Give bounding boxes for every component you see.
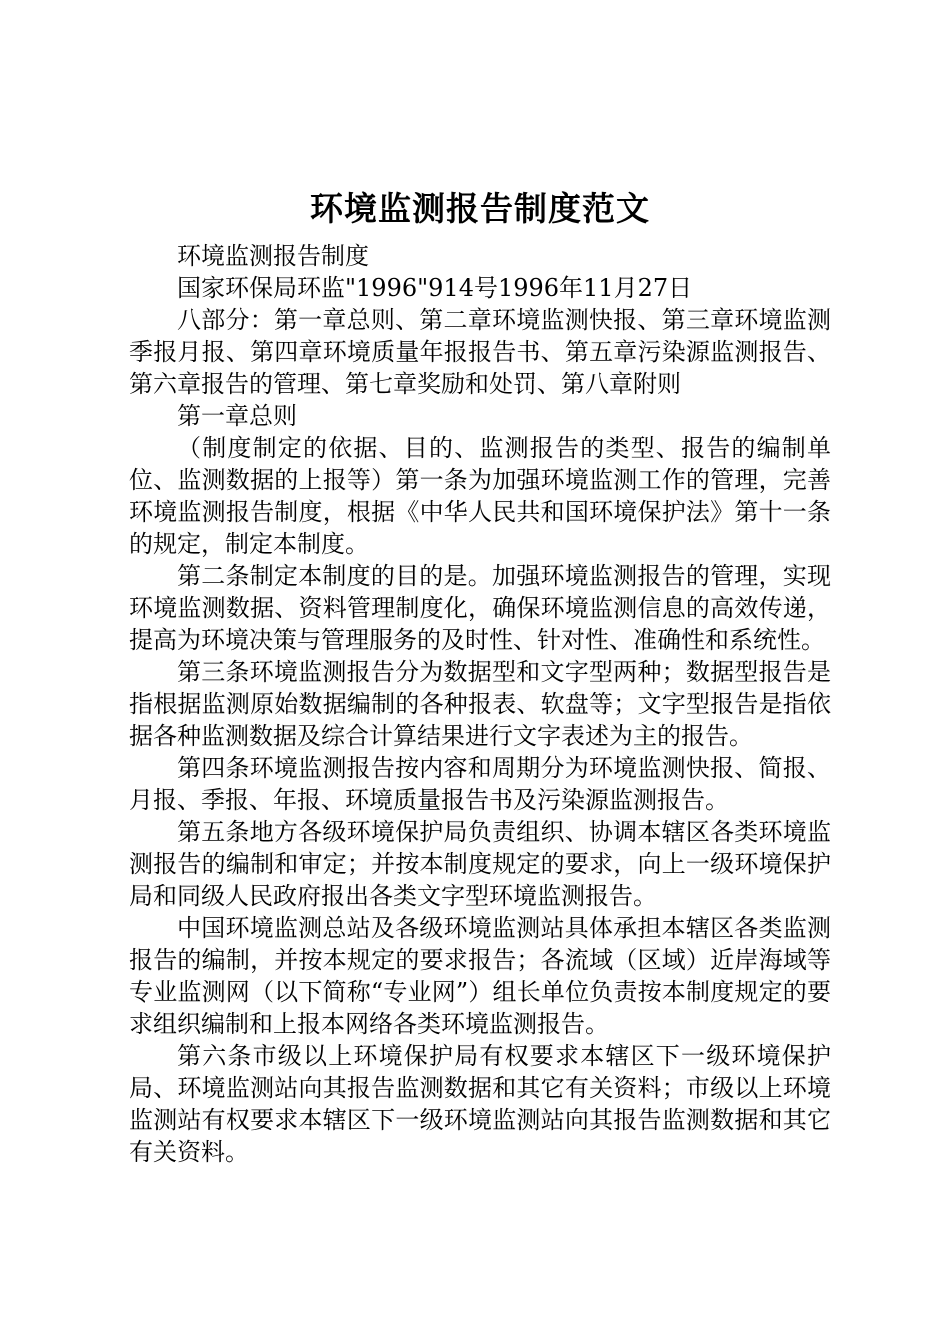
paragraph-article-3: 第三条环境监测报告分为数据型和文字型两种；数据型报告是指根据监测原始数据编制的各种报表、软盘等；文字型报告是指依据各种监测数据及综合计算结果进行文字表述为主的报告。 — [129, 658, 831, 750]
paragraph-article-2: 第二条制定本制度的目的是。加强环境监测报告的管理，实现环境监测数据、资料管理制度化，确保环境监测信息的高效传递，提高为环境决策与管理服务的及时性、针对性、准确性和系统性。 — [129, 562, 831, 654]
paragraph-system-name: 环境监测报告制度 — [177, 242, 369, 270]
paragraph-table-of-contents: 八部分：第一章总则、第二章环境监测快报、第三章环境监测季报月报、第四章环境质量年报报告书、第五章污染源监测报告、第六章报告的管理、第七章奖励和处罚、第八章附则 — [129, 306, 831, 398]
paragraph-article-5: 第五条地方各级环境保护局负责组织、协调本辖区各类环境监测报告的编制和审定；并按本制度规定的要求，向上一级环境保护局和同级人民政府报出各类文字型环境监测报告。 — [129, 818, 831, 910]
document-page — [129, 186, 831, 1168]
paragraph-article-5-continued: 中国环境监测总站及各级环境监测站具体承担本辖区各类监测报告的编制，并按本规定的要求报告；各流域（区域）近岸海域等专业监测网（以下简称“专业网”）组长单位负责按本制度规定的要求组织编制和上报本网络各类环境监测报告。 — [129, 914, 831, 1038]
paragraph-article-1: （制度制定的依据、目的、监测报告的类型、报告的编制单位、监测数据的上报等）第一条为加强环境监测工作的管理，完善环境监测报告制度，根据《中华人民共和国环境保护法》第十一条的规定，制定本制度。 — [129, 434, 831, 558]
paragraph-issuance-info: 国家环保局环监"1996"914号1996年11月27日 — [177, 274, 693, 302]
paragraph-chapter-heading: 第一章总则 — [177, 402, 297, 430]
paragraph-article-4: 第四条环境监测报告按内容和周期分为环境监测快报、简报、月报、季报、年报、环境质量报告书及污染源监测报告。 — [129, 754, 831, 814]
document-title: 环境监测报告制度范文 — [310, 189, 650, 228]
document-body — [129, 240, 831, 1168]
paragraph-article-6: 第六条市级以上环境保护局有权要求本辖区下一级环境保护局、环境监测站向其报告监测数据和其它有关资料；市级以上环境监测站有权要求本辖区下一级环境监测站向其报告监测数据和其它有关资料。 — [129, 1042, 831, 1166]
